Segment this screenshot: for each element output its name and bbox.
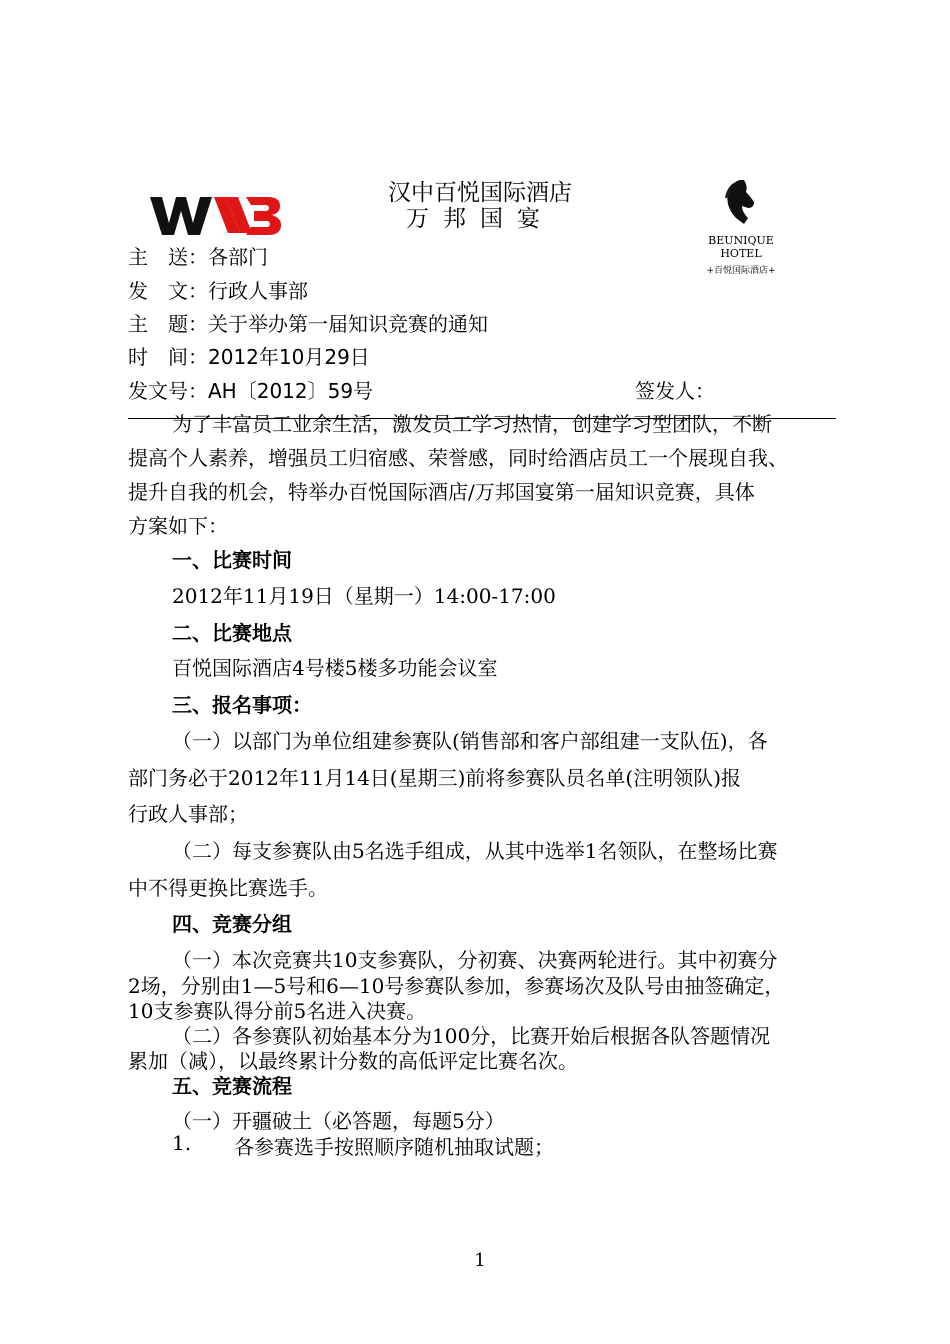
intro-line-3: 提升自我的机会，特举办百悦国际酒店/万邦国宴第一届知识竞赛，具体 [128,480,755,504]
section-1-text: 2012年11月19日（星期一）14:00-17:00 [172,584,556,608]
beunique-sub: +百悦国际酒店+ [706,266,776,276]
memo-time: 时 间：2012年10月29日 [128,345,370,369]
section-5-item-text: 各参赛选手按照顺序随机抽取试题； [234,1135,554,1159]
section-4-p2-line-2: 累加（减），以最终累计分数的高低评定比赛名次。 [128,1049,578,1073]
intro-line-2: 提高个人素养，增强员工归宿感、荣誉感，同时给酒店员工一个展现自我、 [128,446,788,470]
section-2-text: 百悦国际酒店4号楼5楼多功能会议室 [172,656,498,680]
section-3-p1-line-3: 行政人事部； [128,802,248,826]
memo-doc-number: 发文号：AH〔2012〕59号 [128,379,374,403]
memo-signer: 签发人： [635,379,715,403]
intro-line-4: 方案如下： [128,514,228,538]
section-4-p1-line-1: （一）本次竞赛共10支参赛队，分初赛、决赛两轮进行。其中初赛分 [172,948,778,972]
section-5-item-number: 1. [172,1131,192,1155]
horse-head-icon [688,178,794,228]
section-4-p2-line-1: （二）各参赛队初始基本分为100分，比赛开始后根据各队答题情况 [172,1024,771,1048]
section-3-title: 三、报名事项： [172,693,312,717]
wab-logo [148,193,282,237]
memo-from: 发 文：行政人事部 [128,279,308,303]
section-4-title: 四、竞赛分组 [172,912,292,936]
hotel-name: 汉中百悦国际酒店 [388,180,572,206]
beunique-brand: BEUNIQUE HOTEL [708,234,774,260]
intro-line-1: 为了丰富员工业余生活，激发员工学习热情，创建学习型团队，不断 [172,412,772,436]
section-3-p1-line-2: 部门务必于2012年11月14日(星期三)前将参赛队员名单(注明领队)报 [128,766,742,790]
section-4-p1-line-2: 2场，分别由1—5号和6—10号参赛队参加，参赛场次及队号由抽签确定， [128,974,785,998]
section-5-title: 五、竞赛流程 [172,1074,292,1098]
memo-to-clip [0,244,950,268]
section-3-p2-line-1: （二）每支参赛队由5名选手组成，从其中选举1名领队，在整场比赛 [172,839,778,863]
section-4-p1-line-3: 10支参赛队得分前5名进入决赛。 [128,999,427,1023]
memo-subject: 主 题：关于举办第一届知识竞赛的通知 [128,312,488,336]
banquet-name: 万邦国宴 [406,206,554,232]
section-2-title: 二、比赛地点 [172,621,292,645]
wab-logo-icon [148,193,282,237]
page-number: 1 [474,1250,486,1271]
section-3-p2-line-2: 中不得更换比赛选手。 [128,876,328,900]
section-1-title: 一、比赛时间 [172,548,292,572]
section-5-subtitle: （一）开疆破土（必答题，每题5分） [172,1109,505,1133]
memo-to: 主 送：各部门 [128,245,268,268]
section-3-p1-line-1: （一）以部门为单位组建参赛队(销售部和客户部组建一支队伍)，各 [172,729,768,753]
